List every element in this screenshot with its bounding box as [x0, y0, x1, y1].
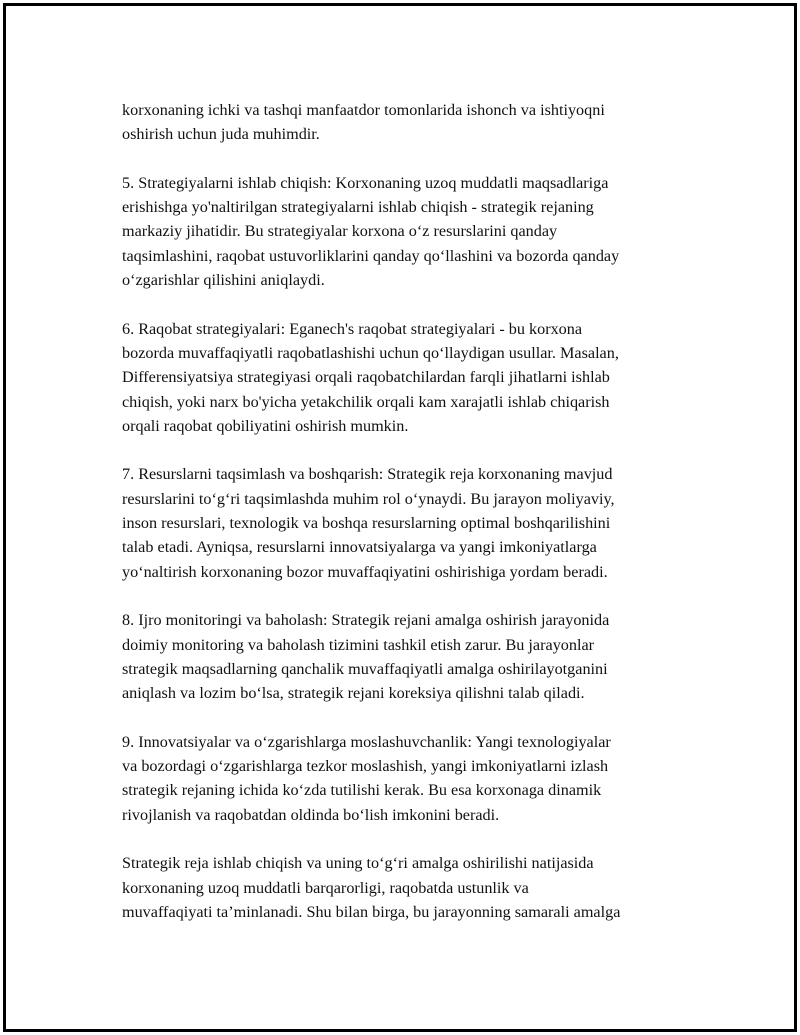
text-line: resurslarini to‘g‘ri taqsimlashda muhim rol o‘ynaydi. Bu jarayon moliyaviy,	[122, 489, 615, 508]
document-body	[122, 98, 702, 924]
paragraph-7-resource-allocation	[122, 462, 702, 583]
page-frame	[3, 3, 797, 1032]
text-line: erishishga yo'naltirilgan strategiyalarni ishlab chiqish - strategik rejaning	[122, 198, 594, 217]
text-line: strategik maqsadlarning qanchalik muvaffaqiyatli amalga oshirilayotganini	[122, 659, 608, 678]
text-line: bozorda muvaffaqiyatli raqobatlashishi uchun qo‘llaydigan usullar. Masalan,	[122, 343, 619, 362]
paragraph-6-competitive-strategies	[122, 317, 702, 438]
paragraph-conclusion	[122, 851, 702, 924]
text-line: strategik rejaning ichida ko‘zda tutilishi kerak. Bu esa korxonaga dinamik	[122, 781, 602, 800]
text-line: rivojlanish va raqobatdan oldinda bo‘lish imkonini beradi.	[122, 805, 500, 824]
text-line: 8. Ijro monitoringi va baholash: Strategik rejani amalga oshirish jarayonida	[122, 611, 610, 630]
text-line: korxonaning uzoq muddatli barqarorligi, raqobatda ustunlik va	[122, 878, 529, 897]
text-line: o‘zgarishlar qilishini aniqlaydi.	[122, 271, 325, 290]
text-line: 9. Innovatsiyalar va o‘zgarishlarga moslashuvchanlik: Yangi texnologiyalar	[122, 732, 611, 751]
text-line: taqsimlashini, raqobat ustuvorliklarini qanday qo‘llashini va bozorda qanday	[122, 246, 620, 265]
text-line: aniqlash va lozim bo‘lsa, strategik rejani koreksiya qilishni talab qiladi.	[122, 684, 585, 703]
text-line: muvaffaqiyati ta’minlanadi. Shu bilan birga, bu jarayonning samarali amalga	[122, 902, 621, 921]
paragraph-9-innovation-adaptability	[122, 730, 702, 827]
text-line: 7. Resurslarni taqsimlash va boshqarish: Strategik reja korxonaning mavjud	[122, 465, 613, 484]
text-line: inson resurslari, texnologik va boshqa resurslarning optimal boshqarilishini	[122, 514, 611, 533]
text-line: Strategik reja ishlab chiqish va uning to‘g‘ri amalga oshirilishi natijasida	[122, 854, 594, 873]
text-line: chiqish, yoki narx bo'yicha yetakchilik orqali kam xarajatli ishlab chiqarish	[122, 392, 610, 411]
text-line: doimiy monitoring va baholash tizimini tashkil etish zarur. Bu jarayonlar	[122, 635, 595, 654]
text-line: 6. Raqobat strategiyalari: Eganech's raqobat strategiyalari - bu korxona	[122, 319, 583, 338]
text-line: orqali raqobat qobiliyatini oshirish mumkin.	[122, 416, 409, 435]
text-line: oshirish uchun juda muhimdir.	[122, 125, 320, 144]
text-line: va bozordagi o‘zgarishlarga tezkor moslashish, yangi imkoniyatlarni izlash	[122, 757, 609, 776]
text-line: korxonaning ichki va tashqi manfaatdor tomonlarida ishonch va ishtiyoqni	[122, 101, 605, 119]
paragraph-5-strategy-development	[122, 171, 702, 292]
text-line: Differensiyatsiya strategiyasi orqali raqobatchilardan farqli jihatlarni ishlab	[122, 368, 610, 387]
text-line: yo‘naltirish korxonaning bozor muvaffaqiyatini oshirishiga yordam beradi.	[122, 562, 608, 581]
text-line: 5. Strategiyalarni ishlab chiqish: Korxonaning uzoq muddatli maqsadlariga	[122, 173, 609, 192]
paragraph-intro-continuation	[122, 98, 702, 147]
text-line: markaziy jihatidir. Bu strategiyalar korxona o‘z resurslarini qanday	[122, 222, 558, 241]
paragraph-8-monitoring-evaluation	[122, 608, 702, 705]
text-line: talab etadi. Ayniqsa, resurslarni innovatsiyalarga va yangi imkoniyatlarga	[122, 538, 597, 557]
